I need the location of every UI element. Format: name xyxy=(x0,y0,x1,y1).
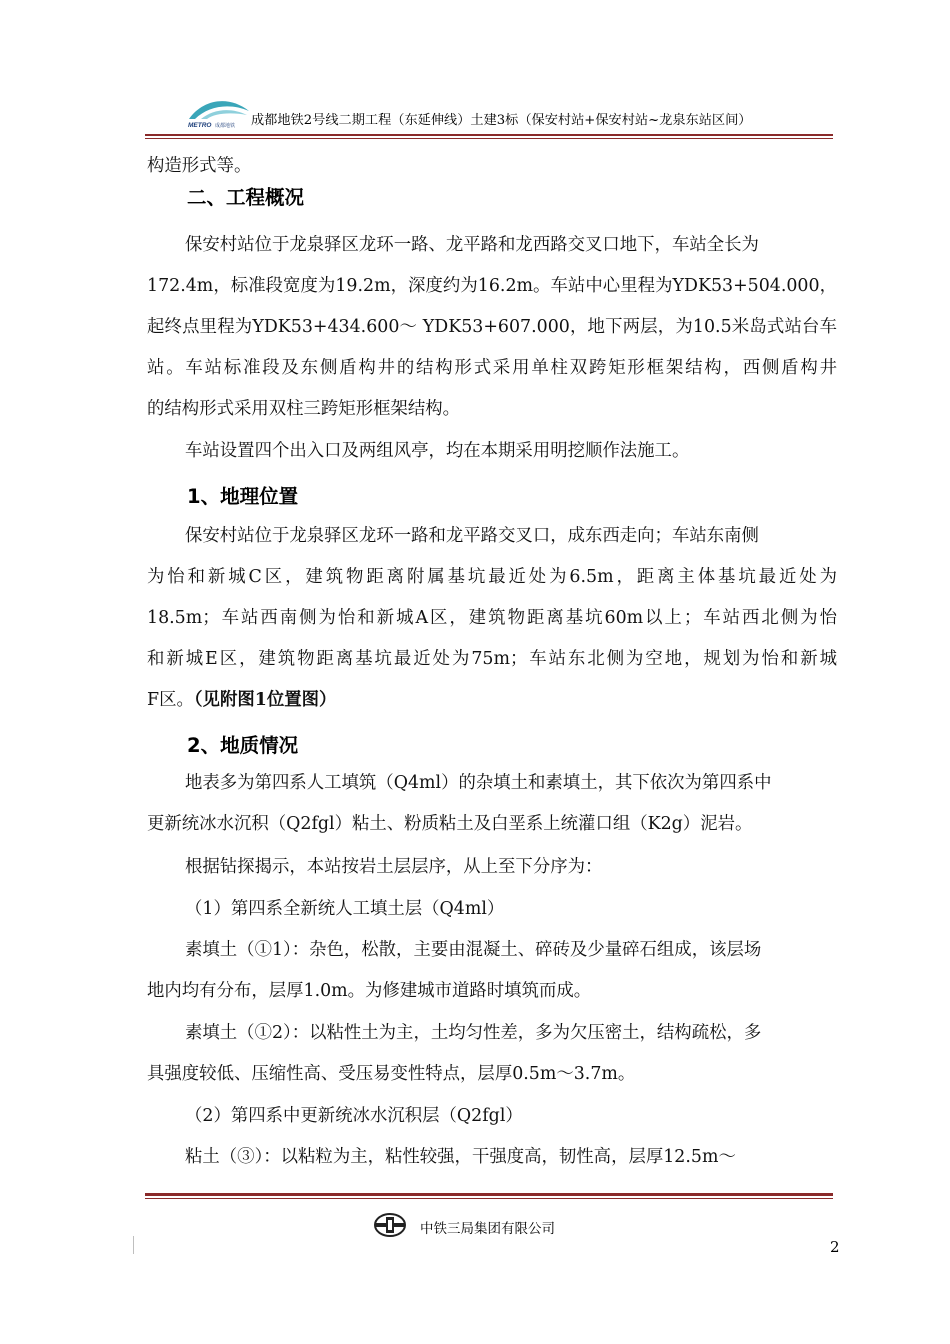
paragraph-line: 起终点里程为YDK53+434.600～ YDK53+607.000，地下两层，为10.5米岛式站台车 xyxy=(147,317,837,337)
footer-rule-thin xyxy=(145,1198,833,1199)
paragraph-line: 172.4m，标准段宽度为19.2m，深度约为16.2m。车站中心里程为YDK53+504.000， xyxy=(147,276,837,296)
page-header xyxy=(185,95,825,135)
header-rule-thick xyxy=(145,134,833,136)
section-heading-geology: 2、地质情况 xyxy=(187,734,299,757)
footer-company: 中铁三局集团有限公司 xyxy=(420,1221,555,1237)
continued-text: 构造形式等。 xyxy=(147,156,252,176)
paragraph-line: 18.5m；车站西南侧为怡和新城A区，建筑物距离基坑60m以上；车站西北侧为怡 xyxy=(147,608,837,628)
paragraph-line: 地内均有分布，层厚1.0m。为修建城市道路时填筑而成。 xyxy=(147,981,592,1001)
margin-mark xyxy=(133,1236,134,1254)
paragraph-line: 素填土（①1）：杂色，松散，主要由混凝土、碎砖及少量碎石组成，该层场 xyxy=(185,940,762,960)
footer-rule-thick xyxy=(145,1193,833,1196)
paragraph-line: 的结构形式采用双柱三跨矩形框架结构。 xyxy=(147,399,461,419)
section-heading-location: 1、地理位置 xyxy=(187,485,299,508)
paragraph-line xyxy=(147,690,837,710)
metro-logo-icon xyxy=(185,97,253,131)
paragraph-line: 和新城E区，建筑物距离基坑最近处为75m；车站东北侧为空地，规划为怡和新城 xyxy=(147,649,837,669)
paragraph-line: （1）第四系全新统人工填土层（Q4ml） xyxy=(185,899,505,919)
svg-text:METRO: METRO xyxy=(188,122,212,129)
header-title: 成都地铁2号线二期工程（东延伸线）土建3标（保安村站+保安村站~龙泉东站区间） xyxy=(251,113,752,128)
paragraph-line: 保安村站位于龙泉驿区龙环一路、龙平路和龙西路交叉口地下，车站全长为 xyxy=(185,235,759,255)
svg-text:成都地铁: 成都地铁 xyxy=(215,123,236,129)
figure-reference: （见附图1位置图） xyxy=(193,690,337,710)
page-number: 2 xyxy=(830,1238,840,1256)
paragraph-line: 粘土（③）：以粘粒为主，粘性较强，干强度高，韧性高，层厚12.5m～ xyxy=(185,1147,736,1167)
paragraph-line: 根据钻探揭示，本站按岩土层层序，从上至下分序为： xyxy=(185,857,603,877)
paragraph-line: 具强度较低、压缩性高、受压易变性特点，层厚0.5m～3.7m。 xyxy=(147,1064,636,1084)
paragraph-text: F区。 xyxy=(147,690,194,710)
paragraph-line: 素填土（①2）：以粘性土为主，土均匀性差，多为欠压密土，结构疏松，多 xyxy=(185,1023,762,1043)
paragraph-line: 地表多为第四系人工填筑（Q4ml）的杂填土和素填土，其下依次为第四系中 xyxy=(185,773,772,793)
paragraph-line: 为怡和新城C区，建筑物距离附属基坑最近处为6.5m，距离主体基坑最近处为 xyxy=(147,567,837,587)
header-rule-thin xyxy=(145,138,833,139)
paragraph-line: 更新统冰水沉积（Q2fgl）粘土、粉质粘土及白垩系上统灌口组（K2g）泥岩。 xyxy=(147,814,753,834)
paragraph-line: （2）第四系中更新统冰水沉积层（Q2fgl） xyxy=(185,1106,523,1126)
paragraph-line: 车站设置四个出入口及两组风亭，均在本期采用明挖顺作法施工。 xyxy=(185,441,690,461)
crcc-logo-icon xyxy=(373,1212,407,1238)
section-heading-overview: 二、工程概况 xyxy=(187,186,305,209)
paragraph-line: 保安村站位于龙泉驿区龙环一路和龙平路交叉口，成东西走向；车站东南侧 xyxy=(185,526,759,546)
paragraph-line: 站。车站标准段及东侧盾构井的结构形式采用单柱双跨矩形框架结构，西侧盾构井 xyxy=(147,358,837,378)
